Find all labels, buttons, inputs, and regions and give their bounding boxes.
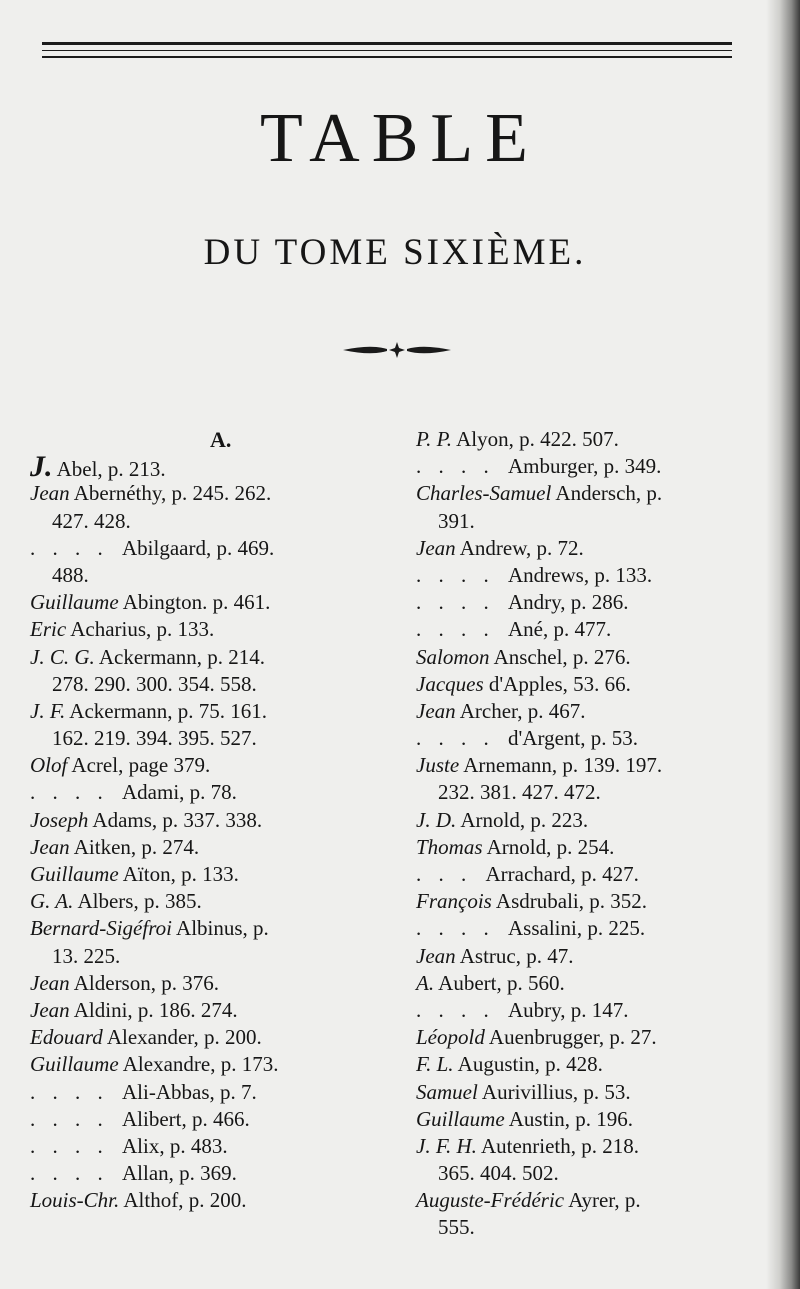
surname-and-pages: Ali-Abbas, p. 7.	[122, 1079, 257, 1104]
leader-dots: . . . .	[30, 1079, 120, 1104]
fleuron-ornament-icon	[341, 340, 453, 360]
leader-dots: . . . .	[30, 1133, 120, 1158]
given-name: François	[416, 889, 492, 914]
given-name: Jean	[30, 481, 70, 506]
top-rule-bottom	[42, 56, 732, 58]
given-name: Olof	[30, 753, 68, 778]
leader-dots: . . . .	[30, 535, 120, 560]
given-name: Charles-Samuel	[416, 481, 552, 506]
surname-and-pages: d'Apples, 53. 66.	[483, 671, 631, 696]
given-name: Auguste-Frédéric	[416, 1188, 565, 1213]
surname-and-pages: Autenrieth, p. 218.	[476, 1133, 640, 1158]
index-entry	[30, 1106, 405, 1133]
surname-and-pages: Adami, p. 78.	[122, 780, 237, 805]
index-entry	[416, 1106, 788, 1133]
index-entry	[30, 970, 405, 997]
surname-and-pages: d'Argent, p. 53.	[508, 726, 638, 751]
given-name: J.	[30, 450, 53, 484]
index-entry	[416, 888, 788, 915]
surname-and-pages: Alix, p. 483.	[122, 1133, 228, 1158]
leader-dots: . . . .	[416, 590, 506, 615]
index-entry	[30, 888, 405, 915]
top-rule-thin	[42, 50, 732, 51]
given-name: G. A.	[30, 889, 74, 914]
surname-and-pages: Alexander, p. 200.	[102, 1025, 262, 1050]
leader-dots: . . . .	[416, 726, 506, 751]
surname-and-pages: Archer, p. 467.	[455, 698, 586, 723]
given-name: A.	[416, 970, 435, 995]
surname-and-pages: Althof, p. 200.	[119, 1188, 247, 1213]
surname-and-pages: Aubry, p. 147.	[508, 997, 629, 1022]
given-name: Jean	[416, 943, 456, 968]
given-name: Juste	[416, 753, 460, 778]
index-entry	[30, 834, 405, 861]
surname-and-pages: 391.	[438, 508, 475, 533]
given-name: Jacques	[416, 671, 484, 696]
given-name: Salomon	[416, 644, 490, 669]
surname-and-pages: Arrachard, p. 427.	[485, 862, 639, 886]
index-entry	[416, 644, 788, 671]
index-entry	[416, 1187, 788, 1214]
index-entry	[416, 698, 788, 725]
given-name: Jean	[30, 834, 70, 859]
surname-and-pages: 278. 290. 300. 354. 558.	[52, 671, 257, 696]
index-entry	[30, 1160, 405, 1187]
index-entry	[416, 834, 788, 861]
index-entry	[30, 861, 405, 888]
section-letter-heading: A.	[210, 427, 232, 452]
index-entry	[30, 1187, 405, 1214]
leader-dots: . . . .	[416, 562, 506, 587]
index-entry	[30, 1079, 405, 1106]
index-entry	[416, 1051, 788, 1078]
index-entry	[30, 535, 405, 562]
leader-dots: . . . .	[416, 454, 506, 479]
index-entry	[416, 1160, 788, 1187]
surname-and-pages: 427. 428.	[52, 508, 131, 533]
index-entry	[30, 915, 405, 942]
index-entry	[416, 535, 788, 562]
surname-and-pages: Alibert, p. 466.	[122, 1106, 250, 1131]
leader-dots: . . . .	[30, 1161, 120, 1186]
index-entry	[416, 943, 788, 970]
surname-and-pages: 365. 404. 502.	[438, 1161, 559, 1186]
surname-and-pages: Albinus, p.	[171, 916, 269, 941]
index-entry	[416, 1079, 788, 1106]
index-entry	[416, 616, 788, 643]
surname-and-pages: Arnemann, p. 139. 197.	[459, 753, 663, 778]
surname-and-pages: Abel, p. 213.	[52, 457, 166, 482]
surname-and-pages: Andrews, p. 133.	[508, 562, 653, 587]
leader-dots: . . . .	[30, 1106, 120, 1131]
given-name: Eric	[30, 617, 67, 642]
leader-dots: . . . .	[416, 916, 506, 941]
surname-and-pages: Alexandre, p. 173.	[118, 1052, 279, 1077]
given-name: Bernard-Sigéfroi	[30, 916, 172, 941]
index-column-right	[416, 426, 788, 1242]
given-name: P. P.	[416, 427, 452, 451]
index-entry	[30, 1133, 405, 1160]
index-entry	[30, 480, 405, 507]
index-entry	[416, 725, 788, 752]
index-entry	[30, 562, 405, 589]
index-entry	[416, 480, 788, 507]
index-entry	[30, 589, 405, 616]
index-entry	[30, 779, 405, 806]
leader-dots: . . .	[416, 862, 484, 886]
surname-and-pages: Auenbrugger, p. 27.	[484, 1025, 657, 1050]
index-entry	[416, 807, 788, 834]
index-entry	[30, 725, 405, 752]
surname-and-pages: Andersch, p.	[551, 481, 663, 506]
surname-and-pages: Alderson, p. 376.	[69, 970, 219, 995]
index-entry	[416, 861, 788, 888]
given-name: J. C. G.	[30, 644, 95, 669]
index-entry	[30, 698, 405, 725]
leader-dots: . . . .	[416, 617, 506, 642]
index-entry	[30, 1024, 405, 1051]
surname-and-pages: Ackermann, p. 214.	[94, 644, 266, 669]
surname-and-pages: Alyon, p. 422. 507.	[452, 427, 619, 451]
index-entry	[416, 589, 788, 616]
given-name: Léopold	[416, 1025, 485, 1050]
given-name: J. D.	[416, 807, 457, 832]
index-entry	[30, 997, 405, 1024]
index-entry	[416, 1214, 788, 1241]
surname-and-pages: Asdrubali, p. 352.	[491, 889, 647, 914]
surname-and-pages: Abington. p. 461.	[118, 590, 271, 615]
index-column-left	[30, 426, 405, 1214]
surname-and-pages: Arnold, p. 223.	[456, 807, 589, 832]
given-name: Guillaume	[30, 862, 119, 886]
surname-and-pages: Arnold, p. 254.	[482, 834, 615, 859]
index-entry	[416, 1133, 788, 1160]
given-name: J. F. H.	[416, 1133, 477, 1158]
given-name: Jean	[30, 970, 70, 995]
surname-and-pages: 555.	[438, 1215, 475, 1240]
surname-and-pages: Aurivillius, p. 53.	[477, 1079, 631, 1104]
index-entry	[416, 426, 788, 453]
index-entry	[416, 752, 788, 779]
given-name: Thomas	[416, 834, 483, 859]
index-entry	[416, 453, 788, 480]
given-name: Guillaume	[30, 590, 119, 615]
index-entry	[30, 1051, 405, 1078]
index-entry	[30, 752, 405, 779]
surname-and-pages: Assalini, p. 225.	[508, 916, 646, 941]
surname-and-pages: Andry, p. 286.	[508, 590, 629, 615]
surname-and-pages: Astruc, p. 47.	[455, 943, 574, 968]
surname-and-pages: Anschel, p. 276.	[489, 644, 631, 669]
surname-and-pages: Abilgaard, p. 469.	[122, 535, 275, 560]
index-entry	[30, 671, 405, 698]
surname-and-pages: Aubert, p. 560.	[434, 970, 565, 995]
index-entry	[416, 915, 788, 942]
surname-and-pages: Albers, p. 385.	[73, 889, 202, 914]
surname-and-pages: Ayrer, p.	[564, 1188, 641, 1213]
index-entry	[30, 616, 405, 643]
leader-dots: . . . .	[416, 997, 506, 1022]
page-subtitle: DU TOME SIXIÈME.	[203, 232, 587, 273]
surname-and-pages: 13. 225.	[52, 943, 121, 968]
index-entry	[30, 450, 405, 484]
surname-and-pages: Aïton, p. 133.	[118, 862, 239, 886]
index-entry	[30, 508, 405, 535]
index-entry	[30, 644, 405, 671]
index-entry	[30, 943, 405, 970]
surname-and-pages: Aldini, p. 186. 274.	[69, 997, 238, 1022]
surname-and-pages: Allan, p. 369.	[122, 1161, 237, 1186]
surname-and-pages: Andrew, p. 72.	[455, 535, 584, 560]
index-entry	[416, 970, 788, 997]
surname-and-pages: Augustin, p. 428.	[453, 1052, 603, 1077]
given-name: Jean	[416, 535, 456, 560]
index-entry	[416, 508, 788, 535]
index-entry	[416, 1024, 788, 1051]
top-rule-thick	[42, 42, 732, 45]
surname-and-pages: 488.	[52, 562, 89, 587]
given-name: Guillaume	[416, 1106, 505, 1131]
page-title: TABLE	[260, 100, 540, 177]
leader-dots: . . . .	[30, 780, 120, 805]
surname-and-pages: Aitken, p. 274.	[69, 834, 200, 859]
given-name: F. L.	[416, 1052, 454, 1077]
given-name: Edouard	[30, 1025, 103, 1050]
given-name: Samuel	[416, 1079, 478, 1104]
surname-and-pages: Abernéthy, p. 245. 262.	[69, 481, 272, 506]
index-entry	[416, 671, 788, 698]
surname-and-pages: Acharius, p. 133.	[66, 617, 215, 642]
given-name: Louis-Chr.	[30, 1188, 120, 1213]
index-entry	[416, 997, 788, 1024]
index-entry	[416, 562, 788, 589]
given-name: Jean	[416, 698, 456, 723]
surname-and-pages: Ackermann, p. 75. 161.	[65, 698, 267, 723]
given-name: Guillaume	[30, 1052, 119, 1077]
surname-and-pages: Austin, p. 196.	[504, 1106, 634, 1131]
surname-and-pages: 162. 219. 394. 395. 527.	[52, 726, 257, 751]
given-name: J. F.	[30, 698, 66, 723]
surname-and-pages: Ané, p. 477.	[508, 617, 612, 642]
surname-and-pages: Amburger, p. 349.	[508, 454, 662, 479]
index-entry	[30, 807, 405, 834]
surname-and-pages: Acrel, page 379.	[67, 753, 211, 778]
surname-and-pages: Adams, p. 337. 338.	[88, 807, 263, 832]
index-entry	[416, 779, 788, 806]
surname-and-pages: 232. 381. 427. 472.	[438, 780, 601, 805]
given-name: Jean	[30, 997, 70, 1022]
given-name: Joseph	[30, 807, 89, 832]
